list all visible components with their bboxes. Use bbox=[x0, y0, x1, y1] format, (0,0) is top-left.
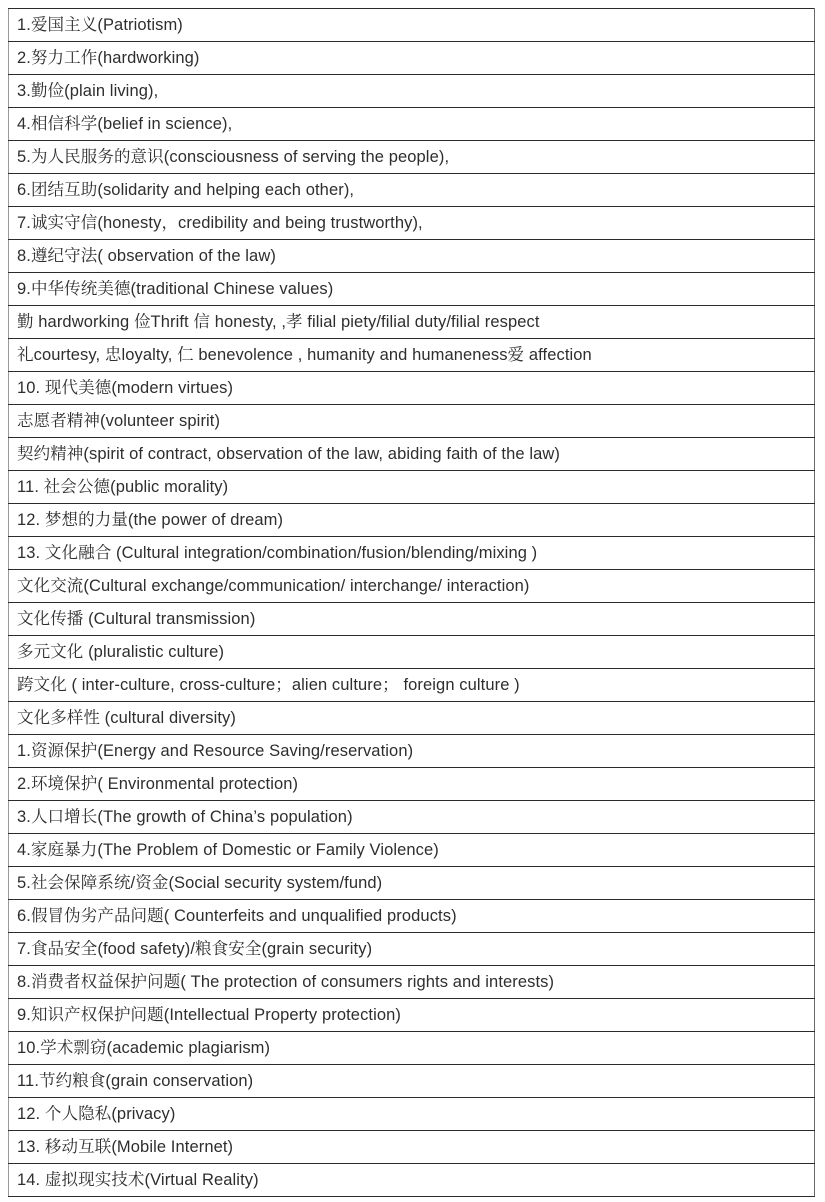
table-row bbox=[9, 273, 815, 306]
table-cell-text: 1.爱国主义(Patriotism) bbox=[9, 9, 815, 42]
table-row bbox=[9, 438, 815, 471]
table-row bbox=[9, 702, 815, 735]
table-row bbox=[9, 537, 815, 570]
table-cell-text: 6.团结互助(solidarity and helping each other), bbox=[9, 174, 815, 207]
table-row bbox=[9, 669, 815, 702]
table-cell-text: 多元文化 (pluralistic culture) bbox=[9, 636, 815, 669]
table-row bbox=[9, 570, 815, 603]
table-row bbox=[9, 504, 815, 537]
table-row bbox=[9, 966, 815, 999]
table-cell-text: 12. 个人隐私(privacy) bbox=[9, 1098, 815, 1131]
vocabulary-table bbox=[8, 8, 815, 1197]
table-body bbox=[9, 9, 815, 1197]
table-row bbox=[9, 1065, 815, 1098]
table-row bbox=[9, 42, 815, 75]
table-row bbox=[9, 735, 815, 768]
table-cell-text: 志愿者精神(volunteer spirit) bbox=[9, 405, 815, 438]
table-cell-text: 11. 社会公德(public morality) bbox=[9, 471, 815, 504]
table-row bbox=[9, 108, 815, 141]
table-row bbox=[9, 933, 815, 966]
table-row bbox=[9, 900, 815, 933]
table-cell-text: 文化多样性 (cultural diversity) bbox=[9, 702, 815, 735]
table-cell-text: 5.社会保障系统/资金(Social security system/fund) bbox=[9, 867, 815, 900]
table-cell-text: 7.食品安全(food safety)/粮食安全(grain security) bbox=[9, 933, 815, 966]
table-row bbox=[9, 636, 815, 669]
table-row bbox=[9, 174, 815, 207]
table-cell-text: 6.假冒伪劣产品问题( Counterfeits and unqualified products) bbox=[9, 900, 815, 933]
table-row bbox=[9, 867, 815, 900]
table-cell-text: 7.诚实守信(honesty，credibility and being trustworthy), bbox=[9, 207, 815, 240]
table-row bbox=[9, 339, 815, 372]
table-row bbox=[9, 306, 815, 339]
table-row bbox=[9, 1164, 815, 1197]
table-row bbox=[9, 1098, 815, 1131]
table-cell-text: 文化传播 (Cultural transmission) bbox=[9, 603, 815, 636]
table-row bbox=[9, 471, 815, 504]
table-cell-text: 2.努力工作(hardworking) bbox=[9, 42, 815, 75]
table-row bbox=[9, 603, 815, 636]
table-row bbox=[9, 834, 815, 867]
table-row bbox=[9, 999, 815, 1032]
table-cell-text: 礼courtesy, 忠loyalty, 仁 benevolence , humanity and humaneness爱 affection bbox=[9, 339, 815, 372]
table-row bbox=[9, 801, 815, 834]
table-cell-text: 11.节约粮食(grain conservation) bbox=[9, 1065, 815, 1098]
table-cell-text: 契约精神(spirit of contract, observation of the law, abiding faith of the law) bbox=[9, 438, 815, 471]
table-row bbox=[9, 372, 815, 405]
table-row bbox=[9, 75, 815, 108]
table-cell-text: 8.消费者权益保护问题( The protection of consumers rights and interests) bbox=[9, 966, 815, 999]
table-cell-text: 10.学术剽窃(academic plagiarism) bbox=[9, 1032, 815, 1065]
table-row bbox=[9, 141, 815, 174]
table-cell-text: 2.环境保护( Environmental protection) bbox=[9, 768, 815, 801]
table-cell-text: 10. 现代美德(modern virtues) bbox=[9, 372, 815, 405]
table-cell-text: 12. 梦想的力量(the power of dream) bbox=[9, 504, 815, 537]
table-cell-text: 4.相信科学(belief in science), bbox=[9, 108, 815, 141]
table-row bbox=[9, 1131, 815, 1164]
table-cell-text: 5.为人民服务的意识(consciousness of serving the people), bbox=[9, 141, 815, 174]
table-cell-text: 勤 hardworking 俭Thrift 信 honesty, ,孝 filial piety/filial duty/filial respect bbox=[9, 306, 815, 339]
table-row bbox=[9, 768, 815, 801]
table-cell-text: 1.资源保护(Energy and Resource Saving/reservation) bbox=[9, 735, 815, 768]
table-cell-text: 4.家庭暴力(The Problem of Domestic or Family Violence) bbox=[9, 834, 815, 867]
table-row bbox=[9, 207, 815, 240]
table-cell-text: 13. 移动互联(Mobile Internet) bbox=[9, 1131, 815, 1164]
table-cell-text: 8.遵纪守法( observation of the law) bbox=[9, 240, 815, 273]
table-row bbox=[9, 240, 815, 273]
table-cell-text: 13. 文化融合 (Cultural integration/combination/fusion/blending/mixing ) bbox=[9, 537, 815, 570]
table-row bbox=[9, 405, 815, 438]
table-row bbox=[9, 9, 815, 42]
table-cell-text: 3.勤俭(plain living), bbox=[9, 75, 815, 108]
table-cell-text: 14. 虚拟现实技术(Virtual Reality) bbox=[9, 1164, 815, 1197]
table-row bbox=[9, 1032, 815, 1065]
table-cell-text: 9.中华传统美德(traditional Chinese values) bbox=[9, 273, 815, 306]
table-cell-text: 9.知识产权保护问题(Intellectual Property protection) bbox=[9, 999, 815, 1032]
table-cell-text: 跨文化 ( inter-culture, cross-culture；alien culture； foreign culture ) bbox=[9, 669, 815, 702]
table-cell-text: 3.人口增长(The growth of China’s population) bbox=[9, 801, 815, 834]
table-cell-text: 文化交流(Cultural exchange/communication/ interchange/ interaction) bbox=[9, 570, 815, 603]
